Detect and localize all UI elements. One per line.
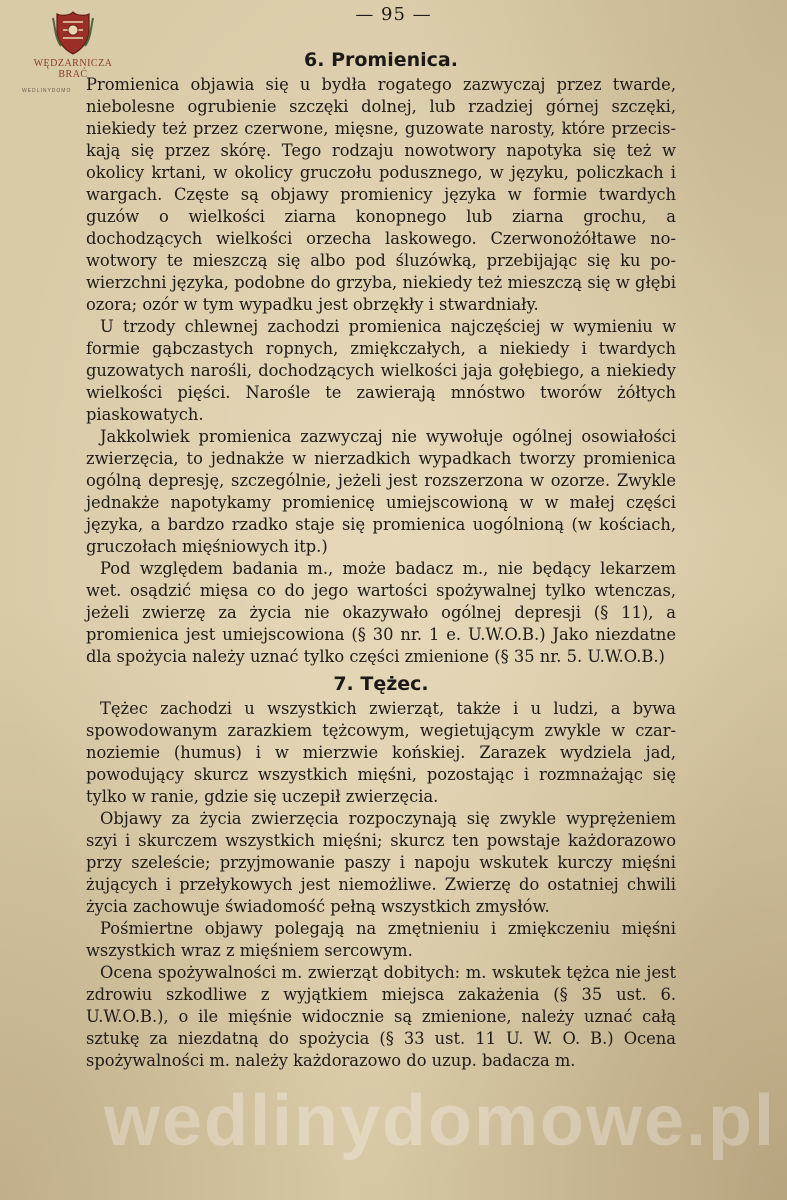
- page-number: — 95 —: [355, 4, 432, 25]
- page-content: [86, 46, 676, 1072]
- paragraph: Tężec zachodzi u wszystkich zwierząt, także i u ludzi, a bywa spowodowanym zarazkiem tężcowym, wegietującym zwykle w czarnoziemie (humus) i w mierzwie końskiej. Zarazek wydziela jad, powodujący skurcz wszystkich mięśni, pozostając i rozmnażając się tylko w ranie, gdzie się uczepił zwierzęcia.: [86, 699, 676, 806]
- paragraph: Pośmiertne objawy polegają na zmętnieniu i zmiękczeniu mięśni wszystkich wraz z mięśniem sercowym.: [86, 919, 676, 960]
- logo-brand: WĘDZARNICZA BRAĆ: [33, 58, 113, 80]
- section-title-promienica: 6. Promienica.: [304, 49, 458, 71]
- section-title-tezec: 7. Tężec.: [333, 673, 429, 695]
- paragraph: Objawy za życia zwierzęcia rozpoczynają się zwykle wyprężeniem szyi i skurczem wszystkich mięśni; skurcz ten powstaje każdorazowo przy szeleście; przyjmowanie paszy i napoju wskutek kurczy mięśni żujących i przełykowych jest niemożliwe. Zwierzę do ostatniej chwili życia zachowuje świadomość pełną wszystkich zmysłów.: [86, 809, 676, 916]
- paragraph: Ocena spożywalności m. zwierząt dobitych: m. wskutek tężca nie jest zdrowiu szkodliwe z wyjątkiem miejsca zakażenia (§ 35 ust. 6. U.W.O.B.), o ile mięśnie widocznie są zmienione, należy uznać całą sztukę za niezdatną do spożycia (§ 33 ust. 11 U. W. O. B.) Ocena spożywalności m. należy każdorazowo do uzup. badacza m.: [86, 963, 676, 1070]
- paragraph: U trzody chlewnej zachodzi promienica najczęściej w wymieniu w formie gąbczastych ropnych, zmiękczałych, a niekiedy i twardych guzowatych narośli, dochodzących wielkości jaja gołębiego, a niekiedy wielkości pięści. Narośle te zawierają mnóstwo tworów żółtych piaskowatych.: [86, 317, 676, 424]
- paragraph: Pod względem badania m., może badacz m., nie będący lekarzem wet. osądzić mięsa co do jego wartości spożywalnej tylko wtenczas, jeżeli zwierzę za życia nie okazywało ogólnej depresji (§ 11), a promienica jest umiejscowiona (§ 30 nr. 1 e. U.W.O.B.) Jako niezdatne dla spożycia należy uznać tylko części zmienione (§ 35 nr. 5. U.W.O.B.): [86, 559, 676, 666]
- paragraph: Promienica objawia się u bydła rogatego zazwyczaj przez twarde, niebolesne ogrubienie szczęki dolnej, lub rzadziej górnej szczęki, niekiedy też przez czerwone, mięsne, guzowate narosty, które przeciskają się przez skórę. Tego rodzaju nowotwory napotyka się też w okolicy krtani, w okolicy gruczołu podusznego, w języku, policzkach i wargach. Częste są objawy promienicy języka w formie twardych guzów o wielkości ziarna konopnego lub ziarna grochu, a dochodzących wielkości orzecha laskowego. Czerwonożółtawe nowotwory te mieszczą się albo pod śluzówką, przebijając się ku powierzchni języka, podobne do grzyba, niekiedy też mieszczą się w głębi ozora; ozór w tym wypadku jest obrzękły i stwardniały.: [86, 75, 676, 314]
- watermark: wedlinydomowe.pl: [103, 1081, 777, 1161]
- paragraph: Jakkolwiek promienica zazwyczaj nie wywołuje ogólnej osowiałości zwierzęcia, to jednakże w nierzadkich wypadkach tworzy promienica ogólną depresję, szczególnie, jeżeli jest rozszerzona w ozorze. Zwykle jednakże napotykamy promienicę umiejscowioną w w małej części języka, a bardzo rzadko staje się promienica uogólnioną (w kościach, gruczołach mięśniowych itp.): [86, 427, 676, 556]
- logo-subtitle: WEDLINYDOMO: [22, 88, 72, 94]
